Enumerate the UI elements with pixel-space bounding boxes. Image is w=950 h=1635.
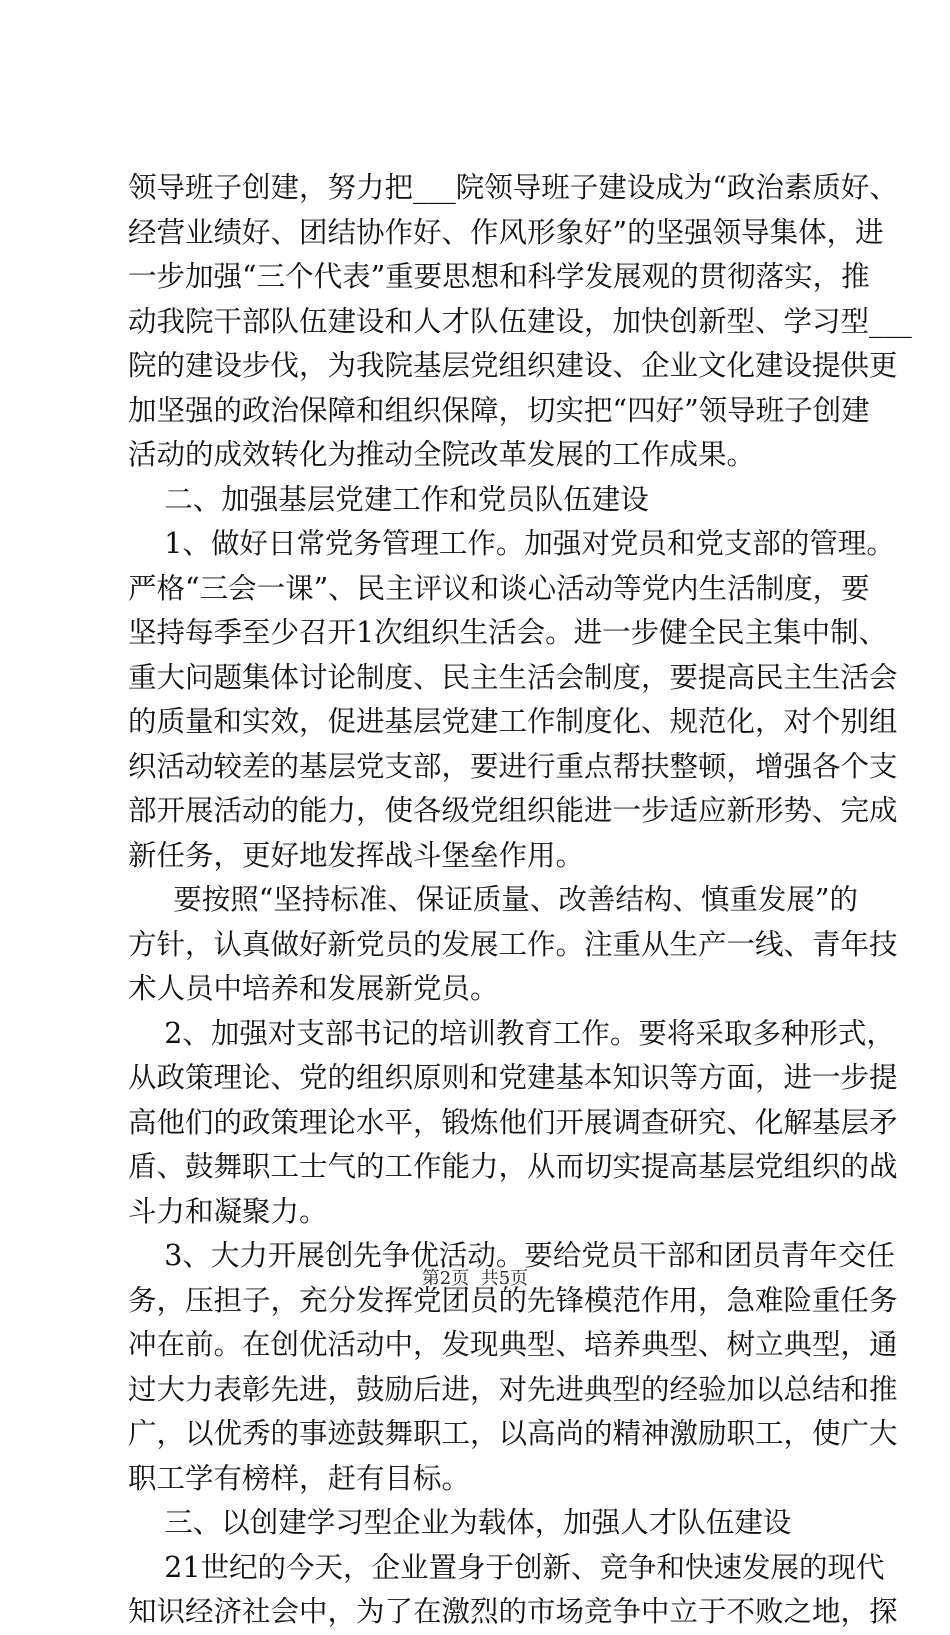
page-footer: 第2页 共5页 [421, 1268, 529, 1289]
section-heading: 二、加强基层党建工作和党员队伍建设 [128, 482, 649, 516]
text-line: 领导班子创建，努力把___院领导班子建设成为“政治素质好、 [128, 171, 898, 204]
text-line: 过大力表彰先进，鼓励后进，对先进典型的经验加以总结和推 [128, 1372, 898, 1406]
text-line: 1、做好日常党务管理工作。加强对党员和党支部的管理。 [128, 527, 895, 560]
text-line: 斗力和凝聚力。 [128, 1194, 328, 1228]
text-line: 坚持每季至少召开1次组织生活会。进一步健全民主集中制、 [128, 616, 888, 649]
text-line: 的质量和实效，促进基层党建工作制度化、规范化，对个别组 [128, 705, 898, 738]
text-line: 高他们的政策理论水平，锻炼他们开展调查研究、化解基层矛 [128, 1105, 898, 1139]
text-line: 一步加强“三个代表”重要思想和科学发展观的贯彻落实，推 [128, 260, 870, 293]
text-line: 严格“三会一课”、民主评议和谈心活动等党内生活制度，要 [128, 571, 870, 605]
text-line: 广，以优秀的事迹鼓舞职工，以高尚的精神激励职工，使广大 [128, 1417, 898, 1450]
text-line: 盾、鼓舞职工士气的工作能力，从而切实提高基层党组织的战 [128, 1150, 898, 1183]
text-line: 活动的成效转化为推动全院改革发展的工作成果。 [128, 438, 756, 471]
text-line: 织活动较差的基层党支部，要进行重点帮扶整顿，增强各个支 [128, 749, 898, 783]
text-line: 2、加强对支部书记的培训教育工作。要将采取多种形式， [128, 1016, 895, 1050]
text-line: 院的建设步伐，为我院基层党组织建设、企业文化建设提供更 [128, 349, 898, 382]
text-line: 动我院干部队伍建设和人才队伍建设，加快创新型、学习型___ [128, 304, 912, 338]
text-line: 经营业绩好、团结协作好、作风形象好”的坚强领导集体，进 [128, 215, 884, 249]
body-text [128, 166, 912, 1635]
text-line: 术人员中培养和发展新党员。 [128, 972, 499, 1005]
text-line: 要按照“坚持标准、保证质量、改善结构、慎重发展”的 [128, 883, 858, 916]
text-line: 3、大力开展创先争优活动。要给党员干部和团员青年交任 [128, 1239, 895, 1272]
text-line: 方针，认真做好新党员的发展工作。注重从生产一线、青年技 [128, 927, 898, 961]
text-line: 加坚强的政治保障和组织保障，切实把“四好”领导班子创建 [128, 393, 870, 427]
text-line: 从政策理论、党的组织原则和党建基本知识等方面，进一步提 [128, 1061, 898, 1094]
text-line: 重大问题集体讨论制度、民主生活会制度，要提高民主生活会 [128, 660, 898, 694]
section-heading: 三、以创建学习型企业为载体，加强人才队伍建设 [128, 1506, 792, 1539]
text-line: 知识经济社会中，为了在激烈的市场竞争中立于不败之地，探 [128, 1595, 898, 1628]
text-line: 21世纪的今天，企业置身于创新、竞争和快速发展的现代 [128, 1550, 885, 1584]
text-line: 新任务，更好地发挥战斗堡垒作用。 [128, 838, 585, 872]
text-line: 职工学有榜样，赶有目标。 [128, 1461, 471, 1495]
text-line: 务，压担子，充分发挥党团员的先锋模范作用，急难险重任务 [128, 1283, 898, 1317]
text-line: 冲在前。在创优活动中，发现典型、培养典型、树立典型，通 [128, 1328, 898, 1361]
text-line: 部开展活动的能力，使各级党组织能进一步适应新形势、完成 [128, 794, 898, 827]
